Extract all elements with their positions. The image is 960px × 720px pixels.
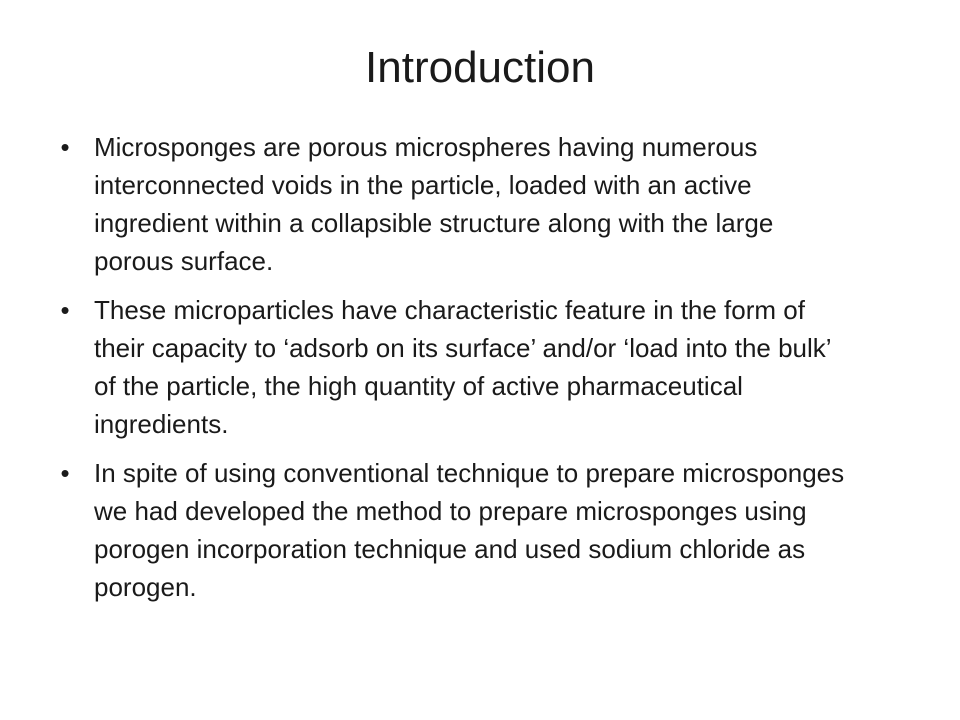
bullet-icon: • [60,132,70,162]
bullet-list [58,128,858,617]
bullet-text: These microparticles have characteristic feature in the form of their capacity to ‘adsorb on its surface’ and/or ‘load into the bulk’ of the particle, the high quantity of active pharmaceutical ingredients. [94,295,831,439]
slide-title: Introduction [365,43,595,92]
bullet-item [58,454,858,606]
bullet-item [58,291,858,443]
bullet-text: Microsponges are porous microspheres having numerous interconnected voids in the particle, loaded with an active ingredient within a collapsible structure along with the large porous surface. [94,132,774,276]
bullet-icon: • [60,458,70,488]
bullet-icon: • [60,295,70,325]
bullet-item [58,128,858,280]
bullet-text: In spite of using conventional technique to prepare microsponges we had developed the method to prepare microsponges using porogen incorporation technique and used sodium chloride as porogen. [94,458,845,602]
